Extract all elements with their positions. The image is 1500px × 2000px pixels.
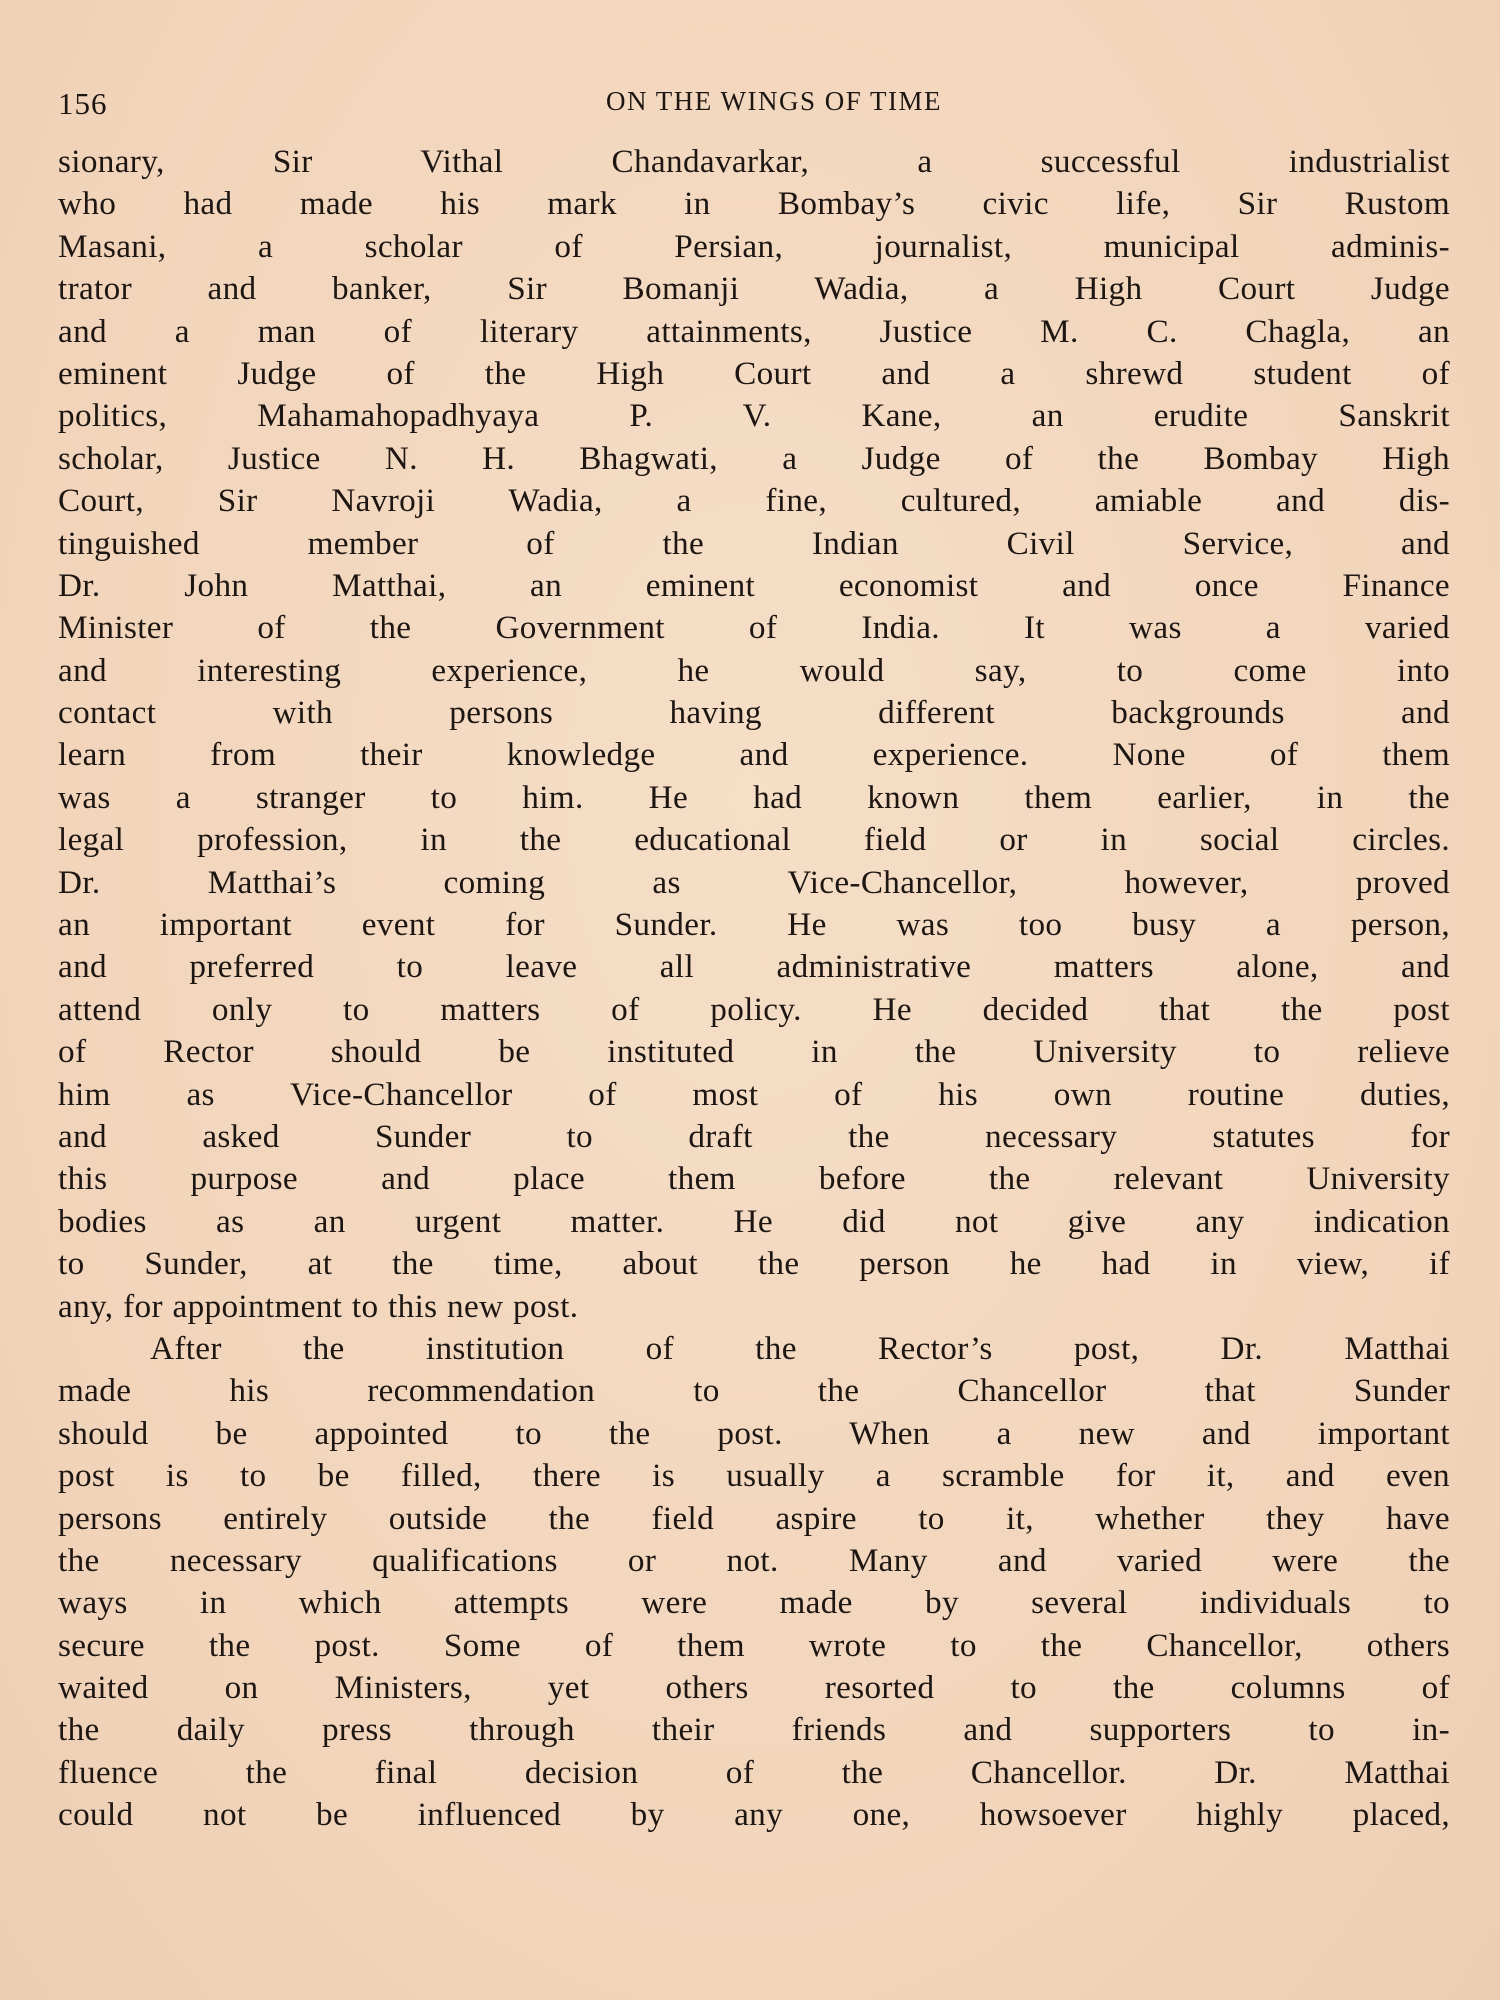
text-line: tinguished member of the Indian Civil Service, and	[58, 524, 1450, 562]
text-line: Masani, a scholar of Persian, journalist, municipal adminis-	[58, 227, 1450, 265]
text-line: and asked Sunder to draft the necessary statutes for	[58, 1117, 1450, 1155]
text-line: him as Vice-Chancellor of most of his own routine duties,	[58, 1075, 1450, 1113]
text-line: and interesting experience, he would say, to come into	[58, 651, 1450, 689]
text-line: sionary, Sir Vithal Chandavarkar, a successful industrialist	[58, 143, 1450, 180]
text-line: Minister of the Government of India. It was a varied	[58, 609, 1450, 647]
text-line: ways in which attempts were made by several individuals to	[58, 1584, 1450, 1622]
text-line: and preferred to leave all administrative matters alone, and	[58, 948, 1450, 986]
text-line: persons entirely outside the field aspire to it, whether they have	[58, 1499, 1450, 1537]
text-line: to Sunder, at the time, about the person he had in view, if	[58, 1245, 1450, 1283]
text-line: this purpose and place them before the relevant University	[58, 1160, 1450, 1198]
text-line: of Rector should be instituted in the University to relieve	[58, 1033, 1450, 1071]
text-line: who had made his mark in Bombay’s civic life, Sir Rustom	[58, 185, 1450, 223]
running-head	[58, 78, 1450, 138]
text-line: Dr. Matthai’s coming as Vice-Chancellor, however, proved	[58, 863, 1450, 901]
text-line: secure the post. Some of them wrote to the Chancellor, others	[58, 1626, 1450, 1664]
text-line: legal profession, in the educational field or in social circles.	[58, 821, 1450, 859]
text-line: the daily press through their friends and supporters to in-	[58, 1711, 1450, 1749]
body-text	[58, 141, 1450, 1837]
text-line: After the institution of the Rector’s post, Dr. Matthai	[150, 1329, 1450, 1367]
book-page	[58, 78, 1450, 1837]
text-line: was a stranger to him. He had known them earlier, in the	[58, 778, 1450, 816]
text-line: could not be influenced by any one, howsoever highly placed,	[58, 1796, 1450, 1834]
text-line: bodies as an urgent matter. He did not give any indication	[58, 1202, 1450, 1240]
text-line: Court, Sir Navroji Wadia, a fine, cultured, amiable and dis-	[58, 482, 1450, 520]
text-line: an important event for Sunder. He was too busy a person,	[58, 906, 1450, 944]
text-line: Dr. John Matthai, an eminent economist and once Finance	[58, 566, 1450, 604]
paragraph-2	[58, 1328, 1450, 1837]
text-line: made his recommendation to the Chancellor that Sunder	[58, 1372, 1450, 1410]
text-line: learn from their knowledge and experience. None of them	[58, 736, 1450, 774]
text-line: fluence the final decision of the Chancellor. Dr. Matthai	[58, 1753, 1450, 1791]
text-line: politics, Mahamahopadhyaya P. V. Kane, an erudite Sanskrit	[58, 397, 1450, 435]
text-line: eminent Judge of the High Court and a shrewd student of	[58, 354, 1450, 392]
text-line: waited on Ministers, yet others resorted to the columns of	[58, 1669, 1450, 1707]
text-line: and a man of literary attainments, Justice M. C. Chagla, an	[58, 312, 1450, 350]
book-title: ON THE WINGS OF TIME	[605, 86, 942, 116]
text-line: the necessary qualifications or not. Many and varied were the	[58, 1541, 1450, 1579]
text-line: any, for appointment to this new post.	[58, 1287, 579, 1325]
page-number: 156	[58, 86, 108, 121]
text-line: trator and banker, Sir Bomanji Wadia, a High Court Judge	[58, 270, 1450, 308]
text-line: contact with persons having different backgrounds and	[58, 694, 1450, 732]
text-line: post is to be filled, there is usually a scramble for it, and even	[58, 1457, 1450, 1495]
text-line: scholar, Justice N. H. Bhagwati, a Judge of the Bombay High	[58, 439, 1450, 477]
text-line: attend only to matters of policy. He decided that the post	[58, 990, 1450, 1028]
text-line: should be appointed to the post. When a new and important	[58, 1414, 1450, 1452]
paragraph-1	[58, 141, 1450, 1328]
